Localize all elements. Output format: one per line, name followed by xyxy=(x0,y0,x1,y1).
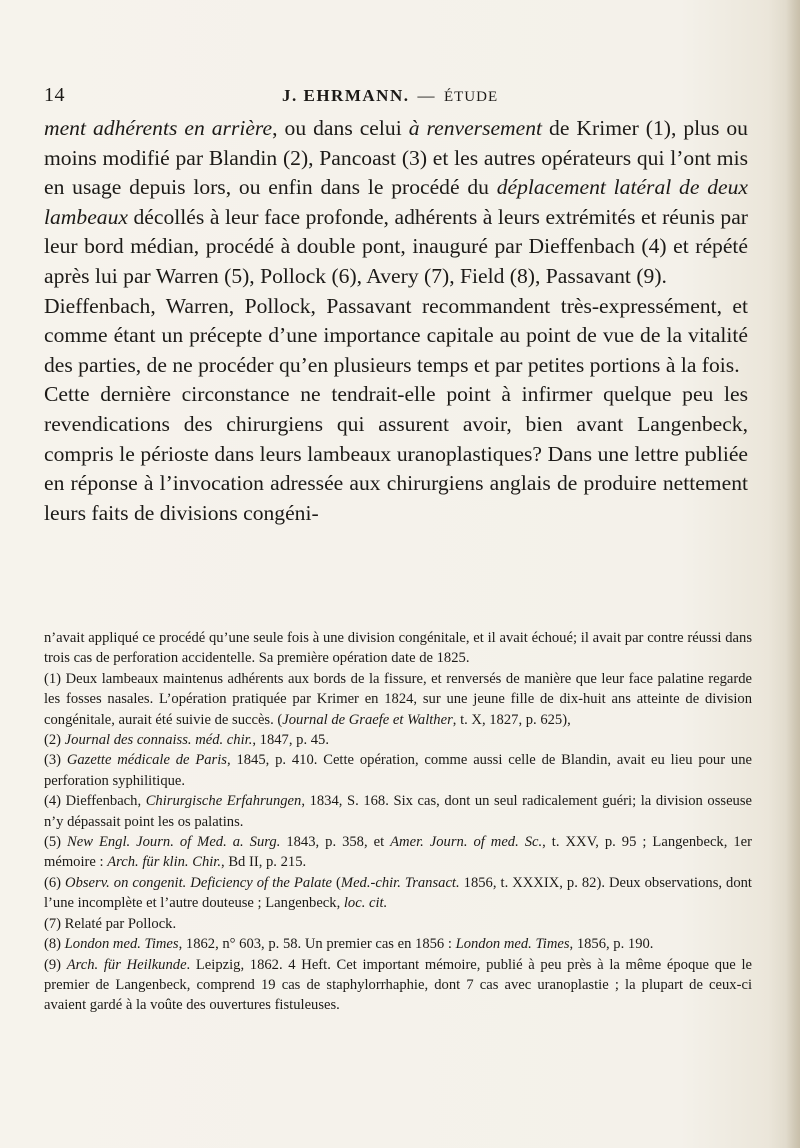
italic-text: Chirurgische Erfahrungen xyxy=(145,793,302,810)
italic-text: Observ. on congenit. Deficiency of the Palate xyxy=(65,874,333,891)
running-head-author: J. EHRMANN. xyxy=(282,86,410,105)
body-text xyxy=(44,114,748,528)
footnote xyxy=(44,955,752,1016)
text-run: , ou dans celui xyxy=(272,116,409,140)
footnote xyxy=(44,791,752,832)
text-run: (5) xyxy=(44,834,68,851)
footnote xyxy=(44,750,752,791)
running-head-section: ÉTUDE xyxy=(443,89,499,105)
running-head-separator: — xyxy=(417,86,436,105)
italic-text: ment adhérents en arrière xyxy=(44,116,273,140)
running-head xyxy=(282,86,498,106)
footnote xyxy=(44,669,752,730)
text-run: (1) Deux lambeaux maintenus adhérents aux bords de la fissure, et renversés de manière que leur face palatine regarde les fosses nasales. L’opération pratiquée par Krimer en 1824, sur une jeune fille de dix-huit ans atteinte de division congénitale, aurait été suivie de succès. ( xyxy=(44,670,752,728)
footnote xyxy=(44,934,752,954)
footnote xyxy=(44,914,752,934)
text-run: (6) xyxy=(44,874,66,891)
body-paragraph xyxy=(44,380,748,528)
footnote xyxy=(44,628,752,669)
text-run: n’avait appliqué ce procédé qu’une seule fois à une division congénitale, et il avait échoué; il avait par contre réussi dans trois cas de perforation accidentelle. Sa première opération date de 1825. xyxy=(44,630,752,667)
italic-text: London med. Times xyxy=(455,936,570,953)
italic-text: Arch. für klin. Chir. xyxy=(107,854,222,871)
footnotes xyxy=(44,628,752,1016)
text-run: , 1834, S. 168. Six cas, dont un seul radicalement guéri; la division osseuse n’y dépassait point les os palatins. xyxy=(44,793,753,830)
text-run: Cette dernière circonstance ne tendrait-elle point à infirmer quelque peu les revendications des chirurgiens qui assurent avoir, bien avant Langenbeck, compris le périoste dans leurs lambeaux uranoplastiques? Dans une lettre publiée en réponse à l’invocation adressée aux chirurgiens anglais de produire nettement leurs faits de divisions congéni- xyxy=(44,382,748,525)
body-paragraph xyxy=(44,292,748,381)
text-run: (2) xyxy=(44,732,65,749)
page-number: 14 xyxy=(44,84,65,106)
text-run: (4) Dieffenbach, xyxy=(44,793,146,810)
italic-text: Med.-chir. Transact. xyxy=(340,874,460,891)
text-run: 1856, t. XXXIX, p. 82). Deux observations, dont l’une incomplète et l’autre douteuse ; Langenbeck, xyxy=(44,874,752,912)
text-run: ( xyxy=(332,874,341,891)
footnote xyxy=(44,873,752,914)
text-run: , 1856, p. 190. xyxy=(569,936,654,953)
text-run: , t. XXV, p. 95 ; Langenbeck, 1er mémoire : xyxy=(44,834,752,871)
text-run: Dieffenbach, Warren, Pollock, Passavant recommandent très-expressément, et comme étant un précepte d’une importance capitale au point de vue de la vitalité des parties, de ne procéder qu’en plusieurs temps et par petites portions à la fois. xyxy=(44,293,748,377)
page-edge-shadow xyxy=(786,0,800,1148)
text-run: (7) Relaté par Pollock. xyxy=(44,915,177,932)
italic-text: déplacement latéral de deux lambeaux xyxy=(44,175,748,229)
text-run: (8) xyxy=(44,936,65,953)
body-paragraph xyxy=(44,114,748,292)
footnote xyxy=(44,730,752,750)
italic-text: Amer. Journ. of med. Sc. xyxy=(390,834,543,851)
italic-text: Journal des connaiss. méd. chir. xyxy=(64,732,253,749)
italic-text: Arch. für Heilkunde xyxy=(66,956,187,973)
text-run: , 1862, n° 603, p. 58. Un premier cas en 1856 : xyxy=(178,936,456,953)
italic-text: Journal de Graefe et Walther xyxy=(282,711,453,728)
italic-text: loc. cit. xyxy=(343,895,388,912)
text-run: , 1845, p. 410. Cette opération, comme aussi celle de Blandin, avait eu lieu pour une perforation syphilitique. xyxy=(44,752,752,789)
running-header xyxy=(44,84,744,110)
text-run: 1843, p. 358, et xyxy=(280,834,391,851)
text-run: décollés à leur face profonde, adhérents à leurs extrémités et réunis par leur bord médian, procédé à double pont, inauguré par Dieffenbach (4) et répété après lui par Warren (5), Pollock (6), Avery (7), Field (8), Passavant (9). xyxy=(44,204,748,288)
text-run: , t. X, 1827, p. 625), xyxy=(452,711,571,728)
text-run: , Bd II, p. 215. xyxy=(221,854,307,871)
italic-text: London med. Times xyxy=(64,936,179,953)
footnote xyxy=(44,832,752,873)
text-run: (9) xyxy=(44,956,67,973)
text-run: . Leipzig, 1862. 4 Heft. Cet important mémoire, publié à peu près à la même époque que le premier de Langenbeck, comprend 19 cas de staphylorrhaphie, dont 7 cas avec uranoplastie ; la plupart de ceux-ci avaient gardé à la voûte des ouvertures fistuleuses. xyxy=(44,956,752,1014)
italic-text: New Engl. Journ. of Med. a. Surg. xyxy=(67,834,281,851)
italic-text: à renversement xyxy=(408,116,543,140)
text-run: , 1847, p. 45. xyxy=(252,732,329,749)
text-run: de Krimer (1), plus ou moins modifié par Blandin (2), Pancoast (3) et les autres opérateurs qui l’ont mis en usage depuis lors, ou enfin dans le procédé du xyxy=(44,116,748,200)
text-run: (3) xyxy=(44,752,67,769)
italic-text: Gazette médicale de Paris xyxy=(66,752,227,769)
